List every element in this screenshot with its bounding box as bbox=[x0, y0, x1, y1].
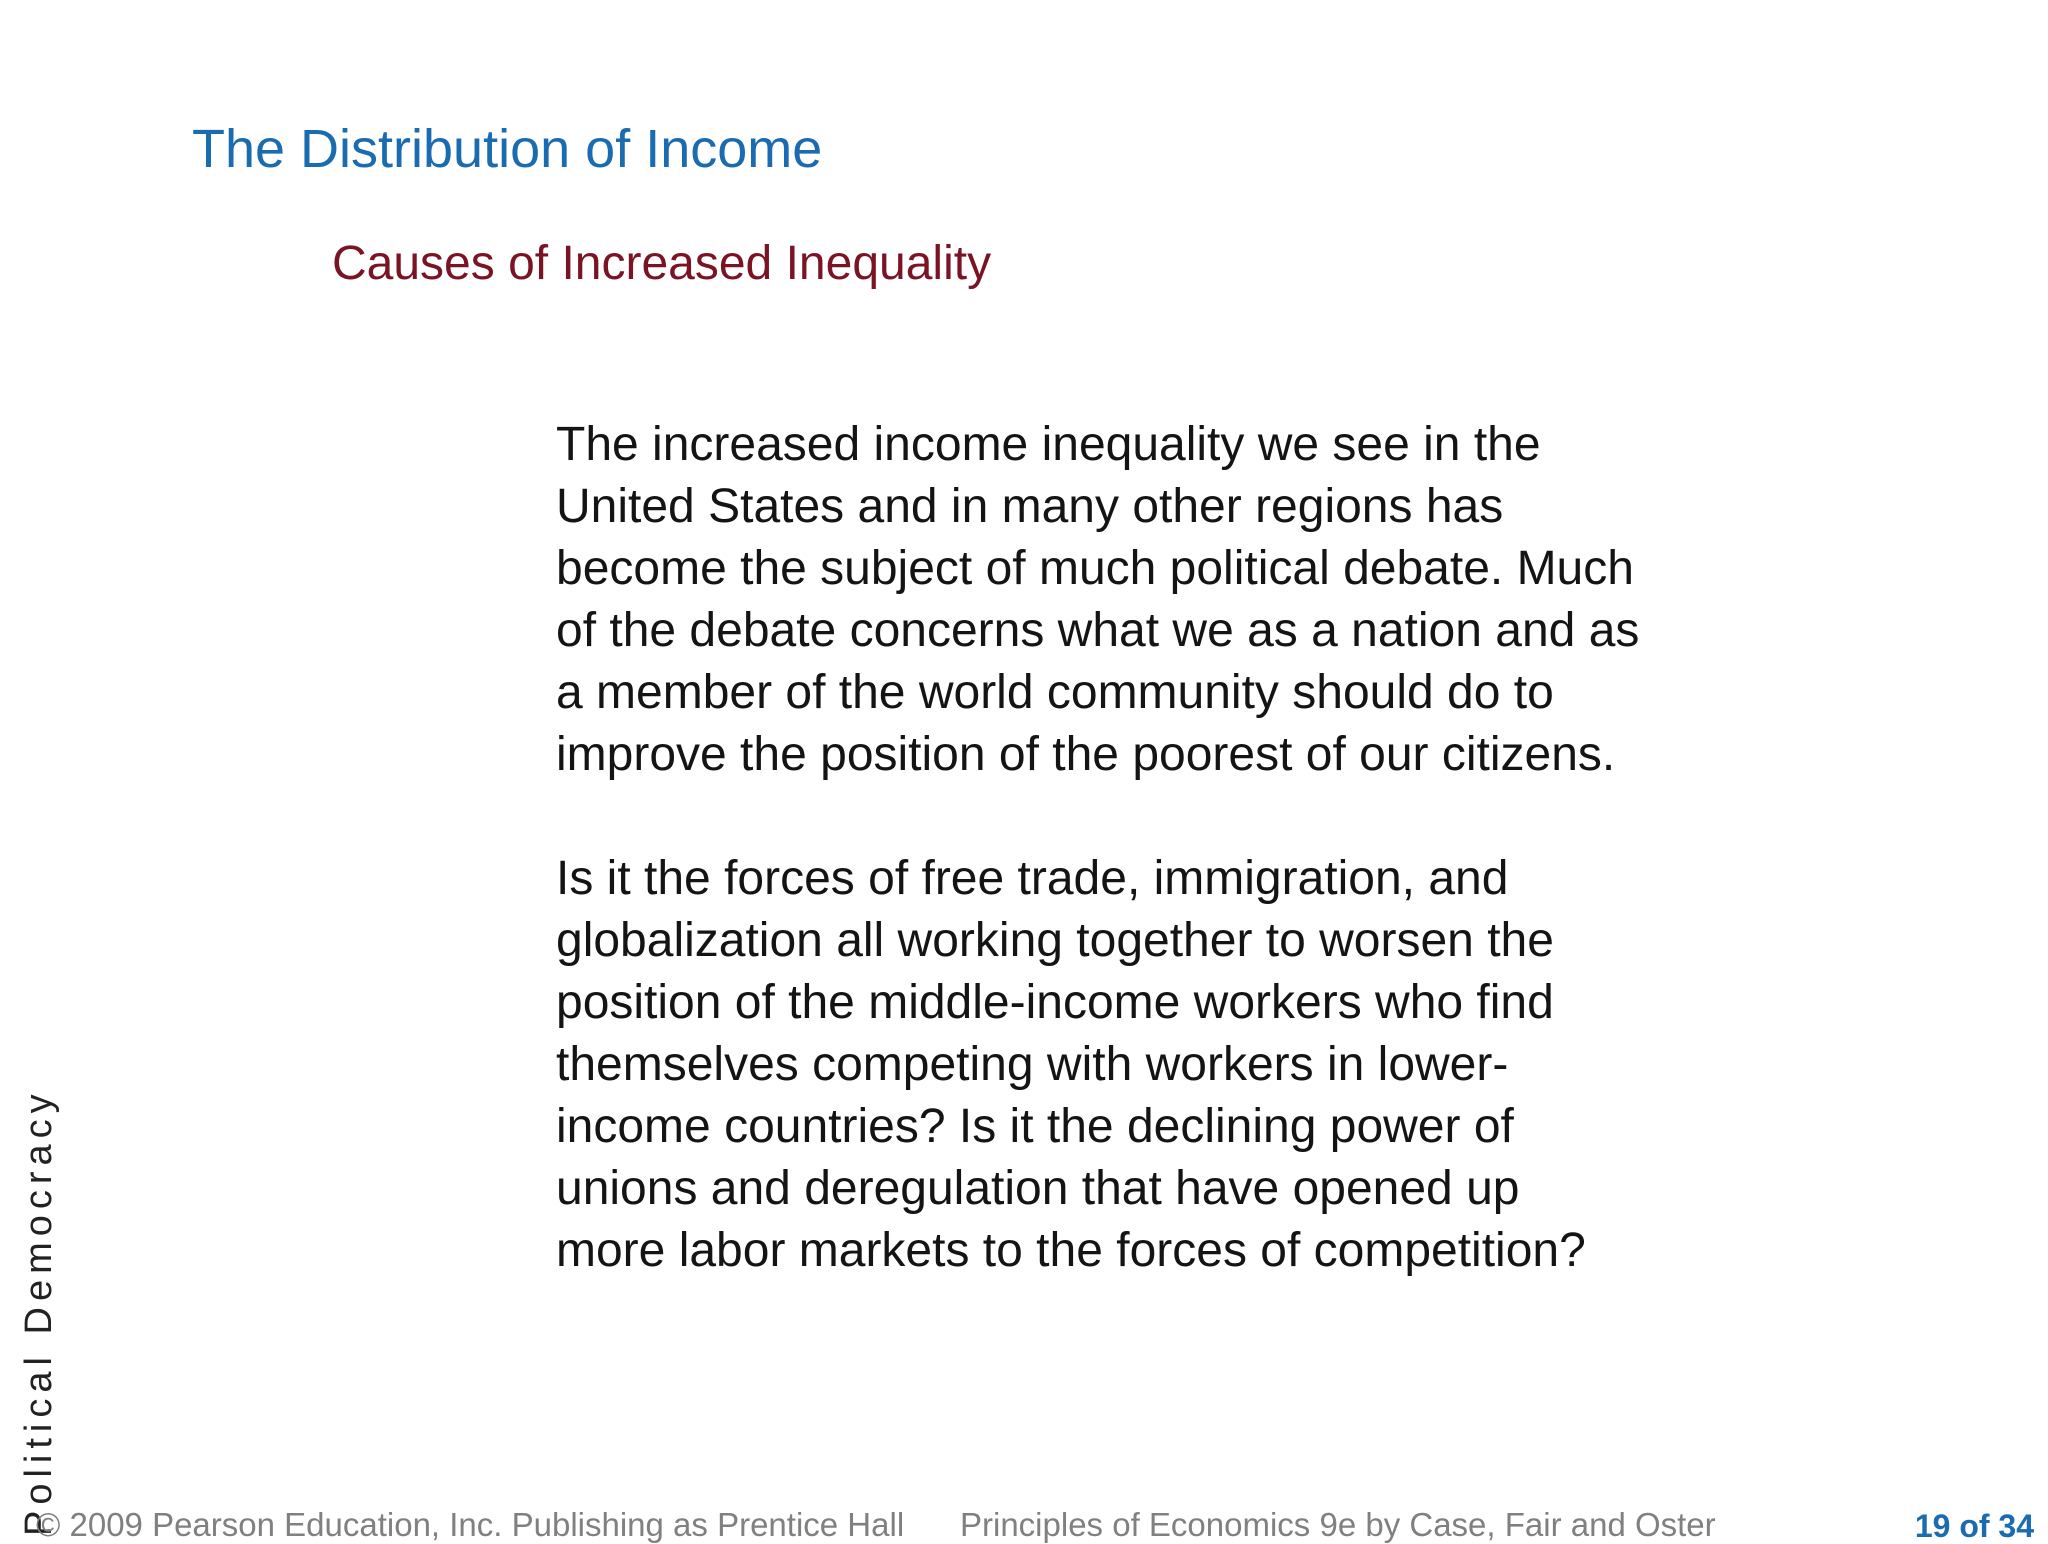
paragraph-line: position of the middle-income workers who find bbox=[556, 976, 1554, 1029]
paragraph-line: a member of the world community should do to bbox=[556, 666, 1554, 719]
footer-copyright: © 2009 Pearson Education, Inc. Publishing as Prentice Hall bbox=[36, 1506, 905, 1543]
paragraph-line: unions and deregulation that have opened up bbox=[556, 1162, 1520, 1215]
paragraph-line: Is it the forces of free trade, immigration, and bbox=[556, 852, 1509, 905]
paragraph-line: themselves competing with workers in lower- bbox=[556, 1038, 1509, 1091]
page-number: 19 of 34 bbox=[1914, 1508, 2034, 1544]
paragraph-line: income countries? Is it the declining power of bbox=[556, 1100, 1514, 1153]
paragraph-2 bbox=[556, 848, 1816, 1282]
paragraph-line: The increased income inequality we see in the bbox=[556, 418, 1541, 471]
paragraph-line: United States and in many other regions has bbox=[556, 480, 1504, 533]
paragraph-line: improve the position of the poorest of our citizens. bbox=[556, 728, 1616, 781]
footer-book-title: Principles of Economics 9e by Case, Fair and Oster bbox=[960, 1506, 1716, 1543]
vertical-side-label: Political Democracy bbox=[18, 1088, 60, 1536]
paragraph-line: globalization all working together to worsen the bbox=[556, 914, 1554, 967]
paragraph-1 bbox=[556, 414, 1816, 786]
paragraph-line: of the debate concerns what we as a nation and as bbox=[556, 604, 1640, 657]
slide-body bbox=[556, 414, 1816, 1282]
slide-title: The Distribution of Income bbox=[192, 119, 823, 179]
paragraph-line: become the subject of much political debate. Much bbox=[556, 542, 1634, 595]
paragraph-line: more labor markets to the forces of competition? bbox=[556, 1224, 1586, 1277]
slide-subtitle: Causes of Increased Inequality bbox=[332, 237, 992, 290]
